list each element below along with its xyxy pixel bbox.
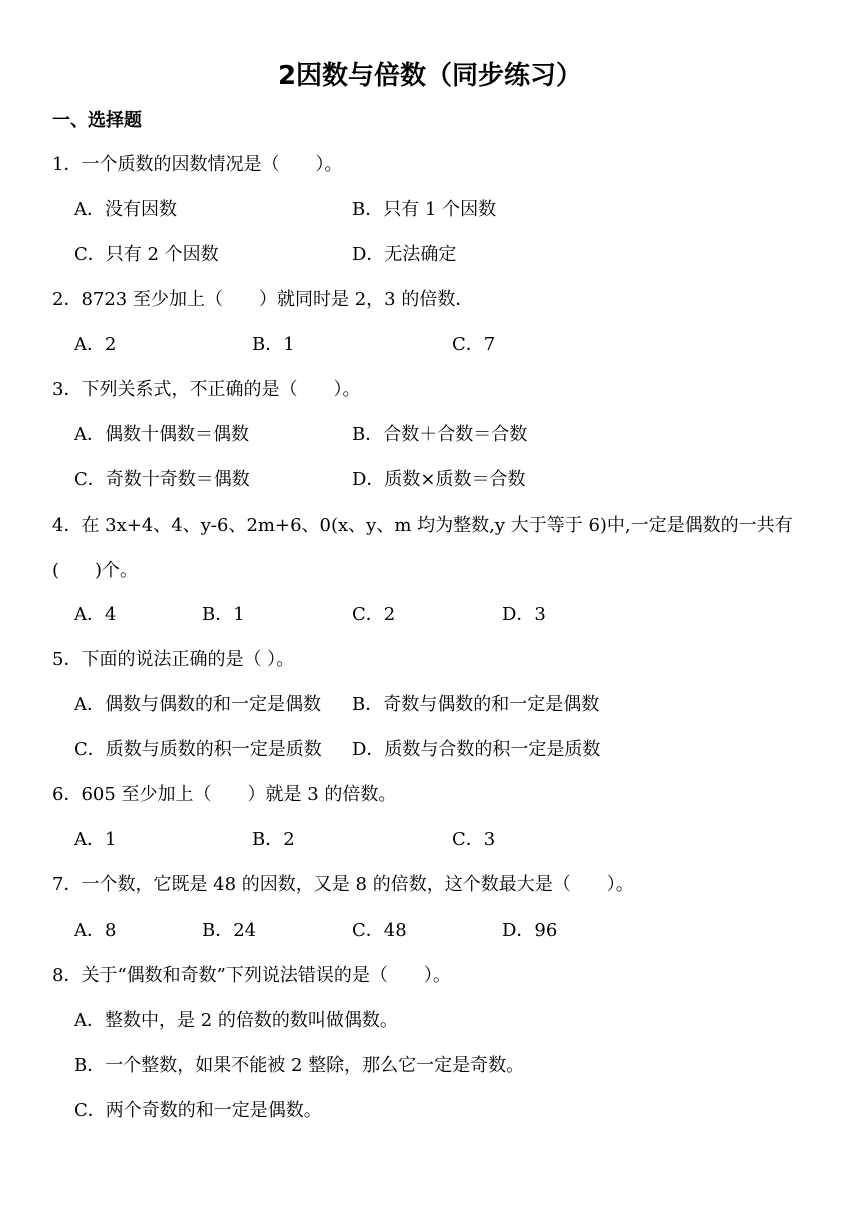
question-stem: 1．一个质数的因数情况是（ ）。 <box>52 154 343 175</box>
option: D．无法确定 <box>352 244 457 265</box>
option: A．2 <box>74 334 117 355</box>
question-stem: 7．一个数，它既是 48 的因数，又是 8 的倍数，这个数最大是（ ）。 <box>52 874 634 895</box>
question-stem: 8．关于“偶数和奇数”下列说法错误的是（ ）。 <box>52 965 451 986</box>
page-title: 2因数与倍数（同步练习） <box>277 61 583 91</box>
question-stem: 6．605 至少加上（ ）就是 3 的倍数。 <box>52 784 397 805</box>
option: C．奇数十奇数＝偶数 <box>74 469 250 490</box>
option: D．96 <box>502 920 558 941</box>
option: C．7 <box>452 334 496 355</box>
question-stem: 2．8723 至少加上（ ）就同时是 2，3 的倍数． <box>52 289 474 310</box>
option: A．1 <box>74 829 117 850</box>
option: D．3 <box>502 604 546 625</box>
option: A．整数中，是 2 的倍数的数叫做偶数。 <box>74 1010 398 1031</box>
option: B．1 <box>202 604 245 625</box>
option: B．奇数与偶数的和一定是偶数 <box>352 694 600 715</box>
option: B．2 <box>252 829 295 850</box>
question-stem: 3．下列关系式，不正确的是（ ）。 <box>52 379 361 400</box>
option: C．质数与质数的积一定是质数 <box>74 739 322 760</box>
option: B．一个整数，如果不能被 2 整除，那么它一定是奇数。 <box>74 1055 525 1076</box>
section-heading: 一、选择题 <box>52 110 142 131</box>
option: A．8 <box>74 920 117 941</box>
option: A．4 <box>74 604 117 625</box>
option: C．48 <box>352 920 407 941</box>
option: B．1 <box>252 334 295 355</box>
question-stem: 5．下面的说法正确的是（ ）。 <box>52 649 295 670</box>
option: D．质数×质数＝合数 <box>352 469 526 490</box>
option: B．只有 1 个因数 <box>352 199 497 220</box>
option: D．质数与合数的积一定是质数 <box>352 739 601 760</box>
option: C．3 <box>452 829 496 850</box>
option: B．24 <box>202 920 257 941</box>
option: A．偶数十偶数＝偶数 <box>74 424 249 445</box>
option: C．2 <box>352 604 396 625</box>
option: C．只有 2 个因数 <box>74 244 219 265</box>
option: B．合数＋合数＝合数 <box>352 424 528 445</box>
option: C．两个奇数的和一定是偶数。 <box>74 1100 322 1121</box>
option: A．没有因数 <box>74 199 177 220</box>
question-stem: 4．在 3x+4、4、y-6、2m+6、0(x、y、m 均为整数,y 大于等于 6)中,一定是偶数的一共有( )个。 <box>52 515 793 581</box>
option: A．偶数与偶数的和一定是偶数 <box>74 694 321 715</box>
